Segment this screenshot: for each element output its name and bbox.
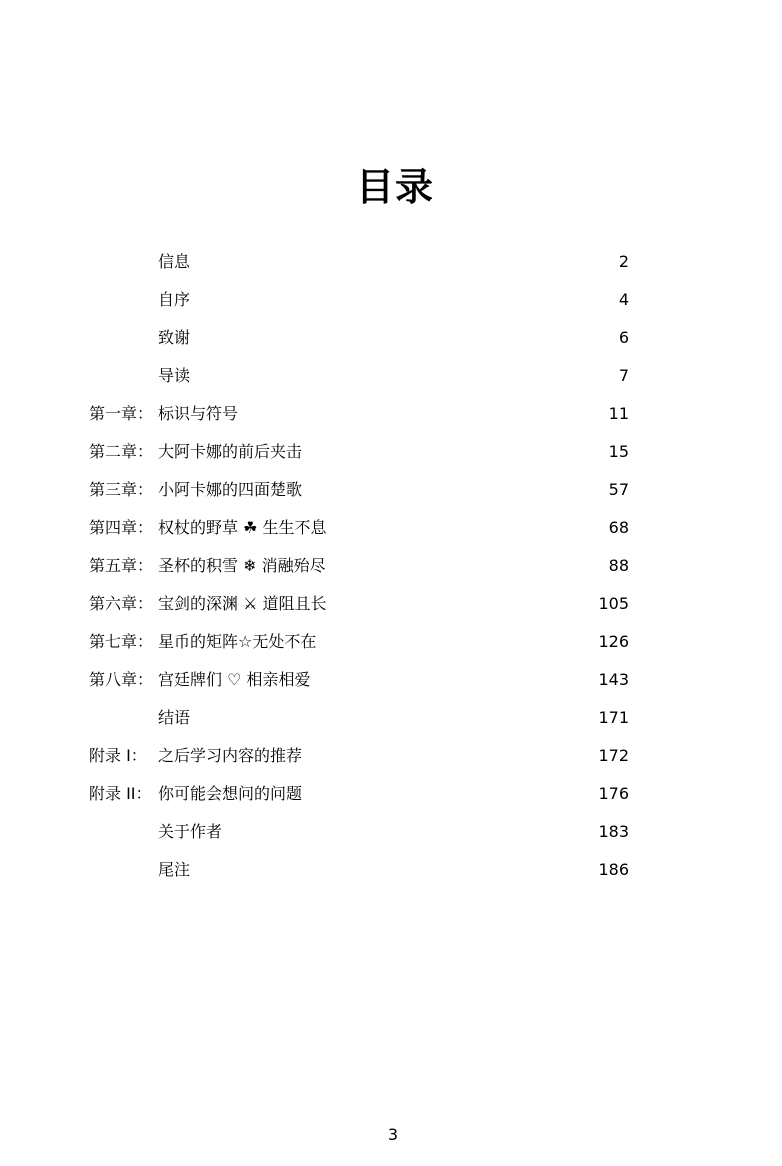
toc-entry-info[interactable] bbox=[0, 243, 782, 281]
toc-entry-chapter-2[interactable] bbox=[0, 433, 782, 471]
toc-entry-preface[interactable] bbox=[0, 281, 782, 319]
page-title: 目录 bbox=[355, 165, 434, 210]
toc-entry-prefix: 第四章： bbox=[89, 518, 154, 537]
toc-entry-title: 圣杯的积雪 ❄ 消融殆尽 bbox=[158, 556, 326, 575]
toc-entry-prefix: 第八章： bbox=[89, 670, 154, 689]
toc-entry-prefix: 第二章： bbox=[89, 442, 154, 461]
toc-entry-chapter-7[interactable] bbox=[0, 623, 782, 661]
toc-entry-chapter-5[interactable] bbox=[0, 547, 782, 585]
toc-entry-title: 致谢 bbox=[158, 328, 191, 347]
toc-entry-page: 6 bbox=[618, 328, 629, 347]
toc-entry-prefix: 附录 II： bbox=[89, 784, 152, 803]
toc-entry-page: 126 bbox=[598, 632, 629, 651]
toc-entry-chapter-4[interactable] bbox=[0, 509, 782, 547]
toc-entry-title: 标识与符号 bbox=[158, 404, 239, 423]
toc-entry-page: 171 bbox=[598, 708, 629, 727]
toc-entry-title: 自序 bbox=[158, 290, 191, 309]
toc-entry-title: 信息 bbox=[158, 252, 191, 271]
toc-entry-page: 4 bbox=[618, 290, 629, 309]
toc-entry-title: 宫廷牌们 ♡ 相亲相爱 bbox=[158, 670, 311, 689]
toc-entry-page: 143 bbox=[598, 670, 629, 689]
toc-entry-endnotes[interactable] bbox=[0, 851, 782, 889]
toc-entry-prefix: 第一章： bbox=[89, 404, 154, 423]
toc-entry-prefix: 第五章： bbox=[89, 556, 154, 575]
toc-entry-title: 之后学习内容的推荐 bbox=[158, 746, 303, 765]
toc-entry-conclusion[interactable] bbox=[0, 699, 782, 737]
toc-entry-title: 结语 bbox=[158, 708, 191, 727]
toc-entry-page: 186 bbox=[598, 860, 629, 879]
toc-entry-introduction[interactable] bbox=[0, 357, 782, 395]
toc-entry-page: 15 bbox=[608, 442, 629, 461]
toc-entry-page: 105 bbox=[598, 594, 629, 613]
toc-entry-title: 小阿卡娜的四面楚歌 bbox=[158, 480, 303, 499]
toc-entry-page: 57 bbox=[608, 480, 629, 499]
table-of-contents bbox=[0, 243, 782, 889]
toc-entry-title: 星币的矩阵☆无处不在 bbox=[158, 632, 317, 651]
toc-entry-prefix: 第六章： bbox=[89, 594, 154, 613]
toc-entry-chapter-8[interactable] bbox=[0, 661, 782, 699]
toc-entry-chapter-1[interactable] bbox=[0, 395, 782, 433]
toc-entry-prefix: 附录 I： bbox=[89, 746, 147, 765]
toc-entry-page: 176 bbox=[598, 784, 629, 803]
toc-entry-title: 宝剑的深渊 ⚔ 道阻且长 bbox=[158, 594, 327, 613]
toc-entry-title: 导读 bbox=[158, 366, 191, 385]
toc-entry-page: 68 bbox=[608, 518, 629, 537]
toc-entry-page: 7 bbox=[618, 366, 629, 385]
toc-entry-page: 2 bbox=[618, 252, 629, 271]
toc-entry-title: 尾注 bbox=[158, 860, 191, 879]
toc-entry-page: 172 bbox=[598, 746, 629, 765]
toc-entry-prefix: 第七章： bbox=[89, 632, 154, 651]
toc-entry-about-author[interactable] bbox=[0, 813, 782, 851]
toc-entry-title: 你可能会想问的问题 bbox=[158, 784, 303, 803]
toc-entry-page: 11 bbox=[608, 404, 629, 423]
toc-entry-chapter-3[interactable] bbox=[0, 471, 782, 509]
toc-entry-title: 权杖的野草 ☘ 生生不息 bbox=[158, 518, 327, 537]
page-number: 3 bbox=[387, 1125, 399, 1144]
toc-entry-acknowledgements[interactable] bbox=[0, 319, 782, 357]
toc-entry-title: 关于作者 bbox=[158, 822, 223, 841]
toc-entry-appendix-2[interactable] bbox=[0, 775, 782, 813]
toc-entry-appendix-1[interactable] bbox=[0, 737, 782, 775]
toc-entry-page: 183 bbox=[598, 822, 629, 841]
toc-entry-title: 大阿卡娜的前后夹击 bbox=[158, 442, 303, 461]
toc-entry-prefix: 第三章： bbox=[89, 480, 154, 499]
toc-entry-page: 88 bbox=[608, 556, 629, 575]
toc-entry-chapter-6[interactable] bbox=[0, 585, 782, 623]
